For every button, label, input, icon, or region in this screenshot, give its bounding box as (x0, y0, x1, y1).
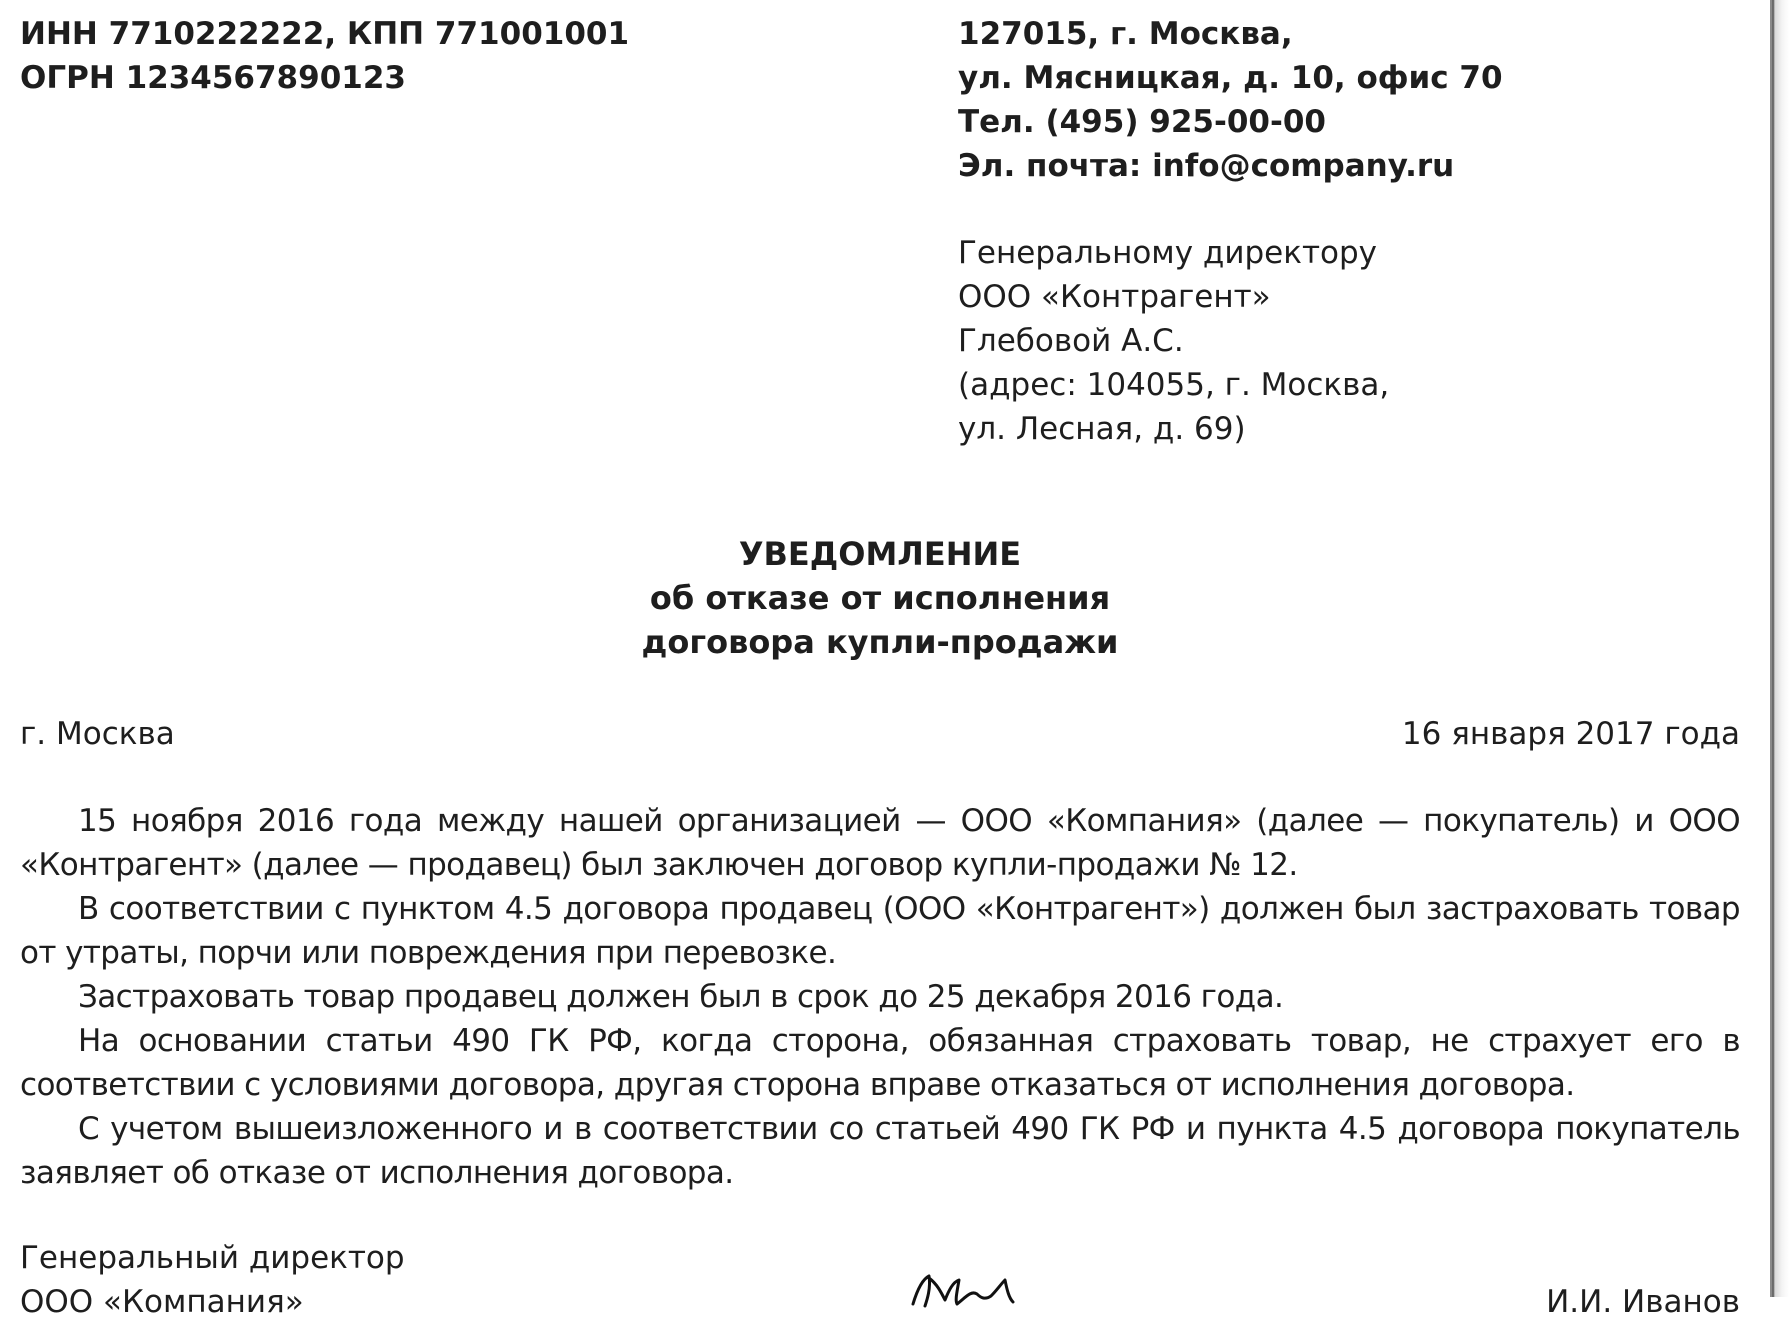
sender-phone: Тел. (495) 925-00-00 (958, 104, 1327, 140)
title-line: об отказе от исполнения (649, 579, 1111, 617)
sender-address-line2: ул. Мясницкая, д. 10, офис 70 (958, 60, 1503, 96)
body-paragraph: Застраховать товар продавец должен был в срок до 25 декабря 2016 года. (78, 979, 1284, 1015)
title-line: УВЕДОМЛЕНИЕ (738, 535, 1022, 573)
addressee-line: Глебовой А.С. (958, 323, 1184, 359)
body-paragraph: На основании статьи 490 ГК РФ, когда сторона, обязанная страховать товар, не страхует его в соответствии с условиями договора, другая сторона вправе отказаться от исполнения договора. (20, 1023, 1740, 1103)
body-paragraph: 15 ноября 2016 года между нашей организацией — ООО «Компания» (далее — покупатель) и ООО «Контрагент» (далее — продавец) был заключен договор купли-продажи № 12. (20, 803, 1740, 883)
addressee-line: (адрес: 104055, г. Москва, (958, 367, 1390, 403)
signatory-position: Генеральный директор (20, 1240, 405, 1276)
handwritten-signature (905, 1270, 1055, 1310)
sender-inn-kpp: ИНН 7710222222, КПП 771001001 (20, 16, 630, 52)
document-body (20, 799, 1740, 1195)
body-paragraph: С учетом вышеизложенного и в соответствии со статьей 490 ГК РФ и пункта 4.5 договора покупатель заявляет об отказе от исполнения договора. (20, 1111, 1740, 1191)
sender-requisites (20, 12, 629, 100)
addressee-line: Генеральному директору (958, 235, 1377, 271)
sender-address-line1: 127015, г. Москва, (958, 16, 1293, 52)
sender-ogrn: ОГРН 1234567890123 (20, 60, 406, 96)
sender-contacts (958, 12, 1503, 188)
addressee-block (958, 231, 1389, 451)
signatory-name: И.И. Иванов (1546, 1284, 1740, 1320)
body-paragraph: В соответствии с пунктом 4.5 договора продавец (ООО «Контрагент») должен был застраховать товар от утраты, порчи или повреждения при перевозке. (20, 891, 1740, 971)
sender-email: Эл. почта: info@company.ru (958, 148, 1455, 184)
document-place: г. Москва (20, 716, 175, 752)
document-date: 16 января 2017 года (1401, 716, 1740, 752)
page-edge-shadow (1770, 0, 1789, 1297)
signatory-company: ООО «Компания» (20, 1284, 304, 1320)
addressee-line: ул. Лесная, д. 69) (958, 411, 1246, 447)
title-line: договора купли-продажи (641, 623, 1119, 661)
addressee-line: ООО «Контрагент» (958, 279, 1271, 315)
document-title (0, 532, 1760, 664)
